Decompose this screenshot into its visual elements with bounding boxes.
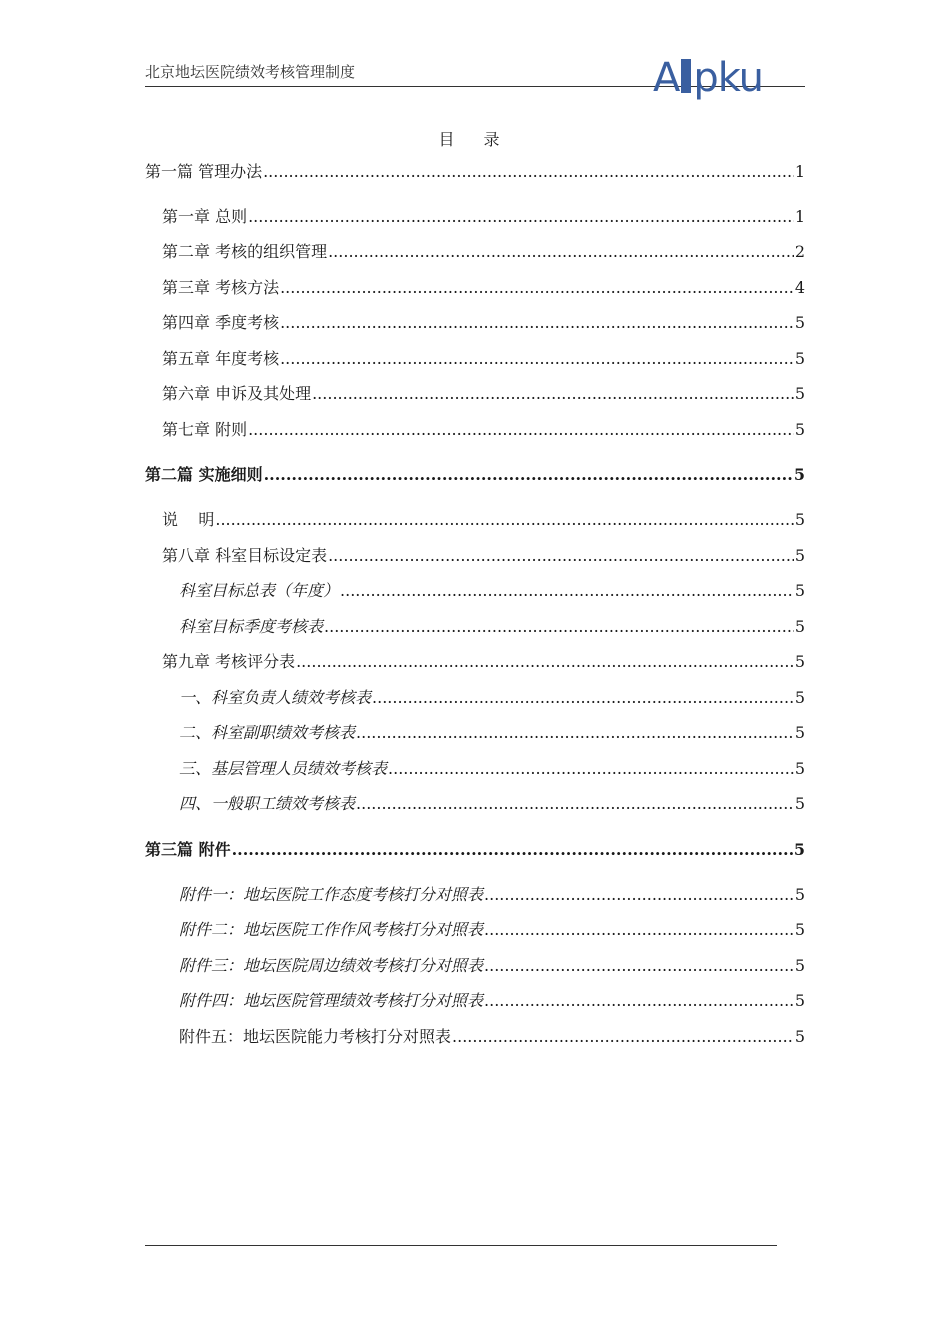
toc-entry-scoring-staff[interactable]: 四、一般职工绩效考核表 ..... 5	[179, 791, 805, 815]
aipku-logo: A pku	[652, 55, 763, 101]
toc-entry-chapter-3[interactable]: 第三章 考核方法 ..... 4	[162, 275, 805, 299]
toc-entry-chapter-2[interactable]: 第二章 考核的组织管理 ..... 2	[162, 239, 805, 263]
toc-entry-appendix-1[interactable]: 附件一：地坛医院工作态度考核打分对照表 ..... 5	[179, 882, 805, 906]
toc-entry-appendix-5[interactable]: 附件五：地坛医院能力考核打分对照表 ..... 5	[179, 1024, 805, 1048]
toc-entry-scoring-manager[interactable]: 三、基层管理人员绩效考核表 ..... 5	[179, 756, 805, 780]
toc-entry-dept-target-annual[interactable]: 科室目标总表（年度） ..... 5	[179, 578, 805, 602]
toc-entry-part-2[interactable]: 第二篇 实施细则 ..... 5	[145, 462, 805, 486]
toc-entry-chapter-4[interactable]: 第四章 季度考核 ..... 5	[162, 310, 805, 334]
toc-entry-explanation[interactable]: 说 明 ..... 5	[162, 507, 805, 531]
toc-entry-part-1[interactable]: 第一篇 管理办法 ..... 1	[145, 159, 805, 183]
toc-entry-appendix-4[interactable]: 附件四：地坛医院管理绩效考核打分对照表 ..... 5	[179, 988, 805, 1012]
toc-entry-appendix-2[interactable]: 附件二：地坛医院工作作风考核打分对照表 ..... 5	[179, 917, 805, 941]
toc-entry-dept-target-quarterly[interactable]: 科室目标季度考核表 ..... 5	[179, 614, 805, 638]
toc-entry-appendix-3[interactable]: 附件三：地坛医院周边绩效考核打分对照表 ..... 5	[179, 953, 805, 977]
page-header	[145, 50, 805, 101]
toc-entry-part-3[interactable]: 第三篇 附件 ..... 5	[145, 837, 805, 861]
toc-entry-chapter-8[interactable]: 第八章 科室目标设定表 ..... 5	[162, 543, 805, 567]
toc-entry-scoring-head[interactable]: 一、科室负责人绩效考核表 ..... 5	[179, 685, 805, 709]
toc-title: 目 录	[438, 130, 512, 149]
toc-entry-chapter-9[interactable]: 第九章 考核评分表 ..... 5	[162, 649, 805, 673]
toc-entry-chapter-7[interactable]: 第七章 附则 ..... 5	[162, 417, 805, 441]
toc-entry-chapter-5[interactable]: 第五章 年度考核 ..... 5	[162, 346, 805, 370]
toc-entry-chapter-1[interactable]: 第一章 总则 ..... 1	[162, 204, 805, 228]
document-title: 北京地坛医院绩效考核管理制度	[145, 63, 356, 81]
toc-entry-scoring-deputy[interactable]: 二、科室副职绩效考核表 ..... 5	[179, 720, 805, 744]
footer-divider	[145, 1245, 777, 1246]
toc-entry-chapter-6[interactable]: 第六章 申诉及其处理 ..... 5	[162, 381, 805, 405]
